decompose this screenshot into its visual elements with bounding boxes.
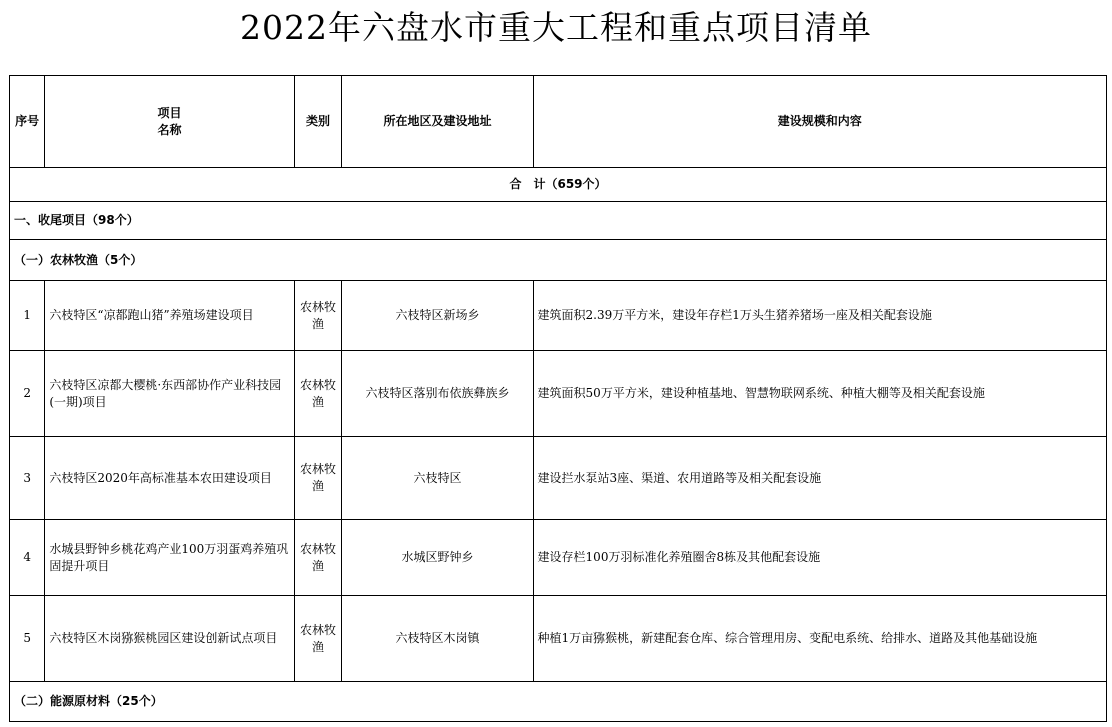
row-scope: 建筑面积2.39万平方米，建设年存栏1万头生猪养猪场一座及相关配套设施 bbox=[533, 281, 1106, 351]
row-location: 六枝特区新场乡 bbox=[342, 281, 533, 351]
row-category: 农林牧渔 bbox=[294, 351, 342, 437]
row-no: 2 bbox=[10, 351, 45, 437]
header-scope: 建设规模和内容 bbox=[533, 76, 1106, 168]
row-name: 六枝特区2020年高标准基本农田建设项目 bbox=[45, 437, 294, 520]
table-row bbox=[10, 520, 1107, 596]
row-scope: 种植1万亩猕猴桃，新建配套仓库、综合管理用房、变配电系统、给排水、道路及其他基础设施 bbox=[533, 596, 1106, 682]
row-location: 六枝特区 bbox=[342, 437, 533, 520]
row-location: 水城区野钟乡 bbox=[342, 520, 533, 596]
section-row bbox=[10, 202, 1107, 240]
row-no: 4 bbox=[10, 520, 45, 596]
row-scope: 建设拦水泵站3座、渠道、农用道路等及相关配套设施 bbox=[533, 437, 1106, 520]
header-category: 类别 bbox=[294, 76, 342, 168]
subsection-label: （一）农林牧渔（5个） bbox=[10, 240, 1107, 281]
row-no: 5 bbox=[10, 596, 45, 682]
row-location: 六枝特区木岗镇 bbox=[342, 596, 533, 682]
row-category: 农林牧渔 bbox=[294, 437, 342, 520]
page-title: 2022年六盘水市重大工程和重点项目清单 bbox=[240, 8, 872, 47]
row-scope: 建筑面积50万平方米，建设种植基地、智慧物联网系统、种植大棚等及相关配套设施 bbox=[533, 351, 1106, 437]
header-no: 序号 bbox=[10, 76, 45, 168]
row-no: 1 bbox=[10, 281, 45, 351]
table-row bbox=[10, 437, 1107, 520]
table-row bbox=[10, 596, 1107, 682]
row-location: 六枝特区落别布依族彝族乡 bbox=[342, 351, 533, 437]
header-name-line2: 名称 bbox=[157, 122, 182, 137]
table-row bbox=[10, 351, 1107, 437]
row-category: 农林牧渔 bbox=[294, 520, 342, 596]
row-name: 六枝特区“凉都跑山猪”养殖场建设项目 bbox=[45, 281, 294, 351]
table-header-row bbox=[10, 76, 1107, 168]
row-scope: 建设存栏100万羽标准化养殖圈舍8栋及其他配套设施 bbox=[533, 520, 1106, 596]
subsection-row bbox=[10, 240, 1107, 281]
subsection-label: （二）能源原材料（25个） bbox=[10, 682, 1107, 722]
header-location: 所在地区及建设地址 bbox=[342, 76, 533, 168]
row-name: 水城县野钟乡桃花鸡产业100万羽蛋鸡养殖巩固提升项目 bbox=[45, 520, 294, 596]
project-table bbox=[9, 75, 1107, 722]
table-row bbox=[10, 281, 1107, 351]
header-name-line1: 项目 bbox=[157, 105, 182, 120]
row-category: 农林牧渔 bbox=[294, 281, 342, 351]
total-row bbox=[10, 168, 1107, 202]
total-cell: 合 计（659个） bbox=[10, 168, 1107, 202]
row-no: 3 bbox=[10, 437, 45, 520]
section-label: 一、收尾项目（98个） bbox=[10, 202, 1107, 240]
header-name bbox=[45, 76, 294, 168]
subsection-row bbox=[10, 682, 1107, 722]
row-name: 六枝特区凉都大樱桃·东西部协作产业科技园(一期)项目 bbox=[45, 351, 294, 437]
row-name: 六枝特区木岗猕猴桃园区建设创新试点项目 bbox=[45, 596, 294, 682]
row-category: 农林牧渔 bbox=[294, 596, 342, 682]
